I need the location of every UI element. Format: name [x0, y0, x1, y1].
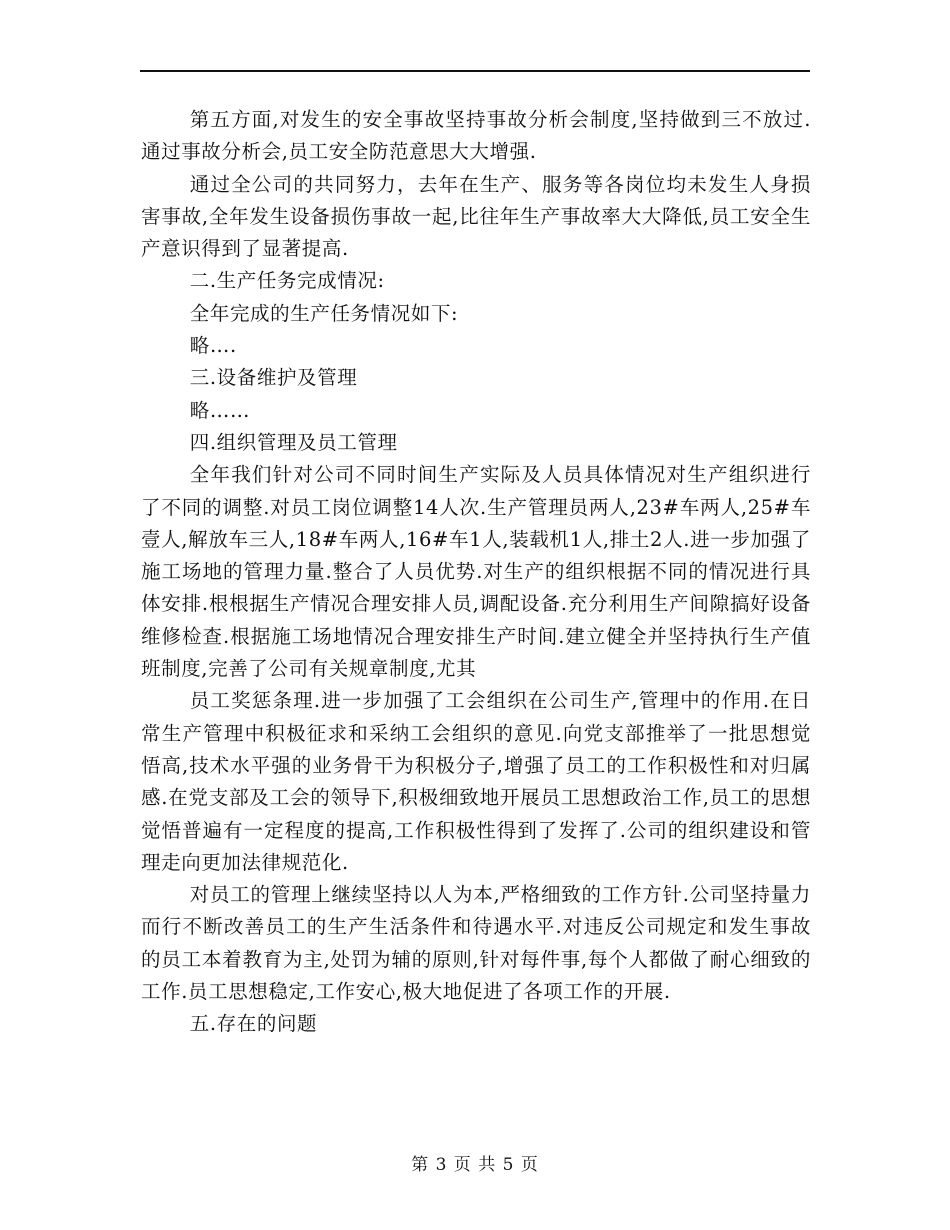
heading-organization-management: 四.组织管理及员工管理	[189, 430, 398, 454]
heading-production-tasks: 二.生产任务完成情况:	[189, 269, 385, 293]
heading-equipment-maintenance: 三.设备维护及管理	[189, 366, 358, 390]
paragraph-omitted-1: 略….	[189, 334, 237, 358]
document-body	[141, 104, 811, 1041]
paragraph-production-intro: 全年完成的生产任务情况如下:	[189, 301, 459, 325]
paragraph-omitted-2: 略……	[189, 398, 251, 422]
header-rule	[140, 70, 810, 72]
paragraph-staff-management: 对员工的管理上继续坚持以人为本,严格细致的工作方针.公司坚持量力而行不断改善员工的生产生活条件和待遇水平.对违反公司规定和发生事故的员工本着教育为主,处罚为辅的原则,针对每件事,每个人都做了耐心细致的工作.员工思想稳定,工作安心,极大地促进了各项工作的开展.	[141, 883, 811, 1004]
paragraph-union-role: 员工奖惩条理.进一步加强了工会组织在公司生产,管理中的作用.在日常生产管理中积极征求和采纳工会组织的意见.向党支部推举了一批思想觉悟高,技术水平强的业务骨干为积极分子,增强了员工的工作积极性和对归属感.在党支部及工会的领导下,积极细致地开展员工思想政治工作,员工的思想觉悟普遍有一定程度的提高,工作积极性得到了发挥了.公司的组织建设和管理走向更加法律规范化.	[141, 689, 811, 874]
paragraph-organization-adjustment: 全年我们针对公司不同时间生产实际及人员具体情况对生产组织进行了不同的调整.对员工岗位调整14人次.生产管理员两人,23#车两人,25#车壹人,解放车三人,18#车两人,16#车1人,装载机1人,排土2人.进一步加强了施工场地的管理力量.整合了人员优势.对生产的组织根据不同的情况进行具体安排.根根据生产情况合理安排人员,调配设备.充分利用生产间隙搞好设备维修检查.根据施工场地情况合理安排生产时间.建立健全并坚持执行生产值班制度,完善了公司有关规章制度,尤其	[141, 463, 811, 681]
paragraph-accident-analysis: 第五方面,对发生的安全事故坚持事故分析会制度,坚持做到三不放过.通过事故分析会,员工安全防范意思大大增强.	[141, 108, 811, 164]
paragraph-safety-results: 通过全公司的共同努力，去年在生产、服务等各岗位均未发生人身损害事故,全年发生设备损伤事故一起,比往年生产事故率大大降低,员工安全生产意识得到了显著提高.	[141, 172, 811, 261]
page-number-footer: 第 3 页 共 5 页	[411, 1155, 539, 1175]
heading-existing-problems: 五.存在的问题	[189, 1012, 318, 1036]
